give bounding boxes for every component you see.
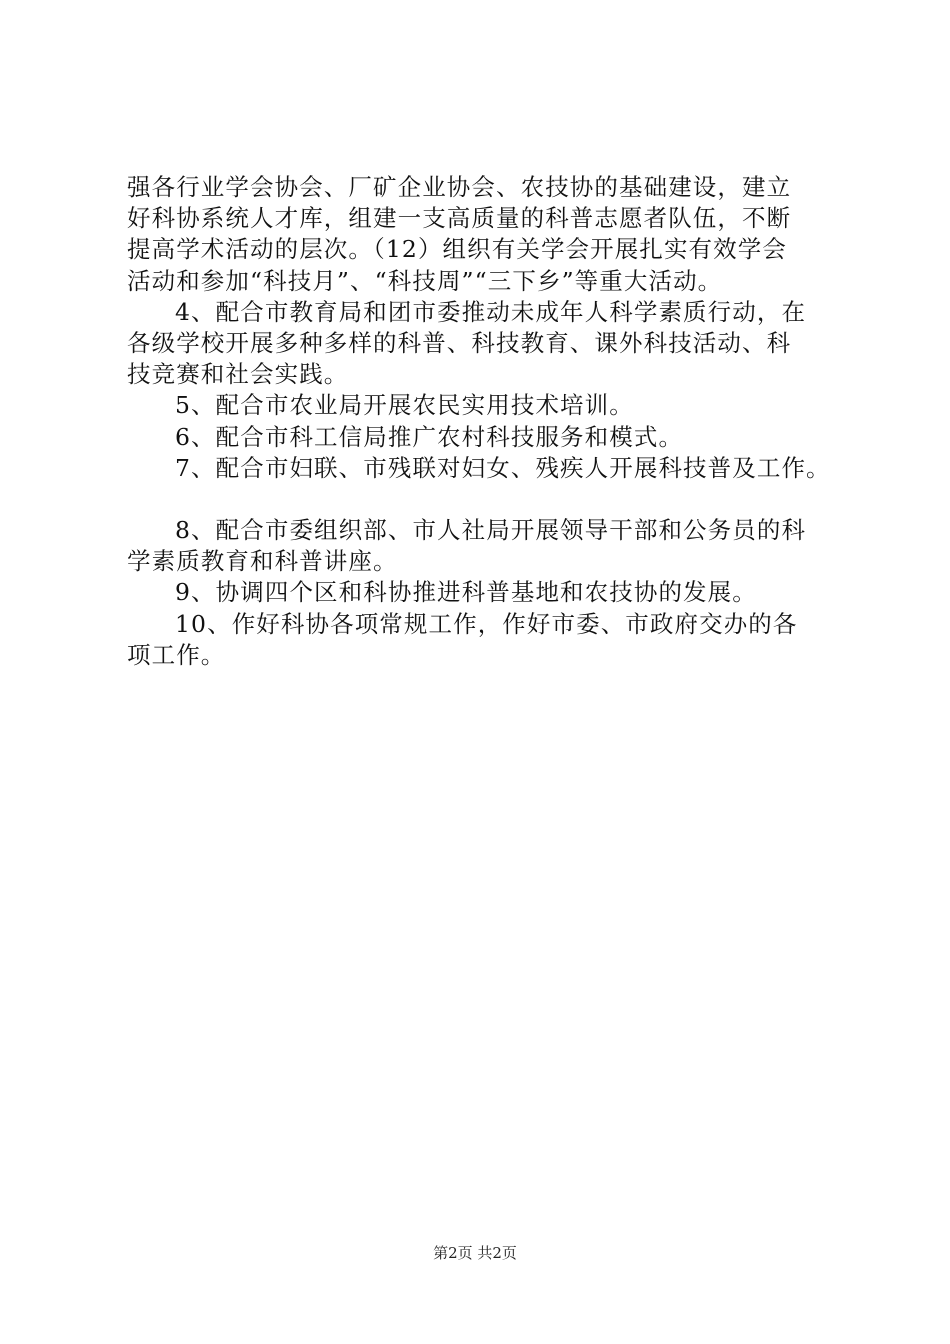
item-10-line-2: 项工作。 — [127, 640, 226, 669]
item-4-line-1: 4、配合市教育局和团市委推动未成年人科学素质行动，在 — [175, 297, 807, 326]
item-9: 9、协调四个区和科协推进科普基地和农技协的发展。 — [175, 578, 757, 607]
item-5: 5、配合市农业局开展农民实用技术培训。 — [175, 391, 634, 420]
item-4-line-3: 技竞赛和社会实践。 — [127, 360, 349, 389]
document-body — [127, 172, 847, 671]
item-10-line-1: 10、作好科协各项常规工作，作好市委、市政府交办的各 — [175, 609, 798, 638]
page-number-footer: 第2页 共2页 — [433, 1244, 517, 1262]
item-6: 6、配合市科工信局推广农村科技服务和模式。 — [175, 422, 684, 451]
paragraph-line: 提高学术活动的层次。（12）组织有关学会开展扎实有效学会 — [127, 235, 787, 264]
paragraph-line: 好科协系统人才库，组建一支高质量的科普志愿者队伍，不断 — [127, 204, 792, 233]
paragraph-gap — [127, 484, 847, 515]
paragraph-line: 活动和参加“科技月”、“科技周”“三下乡”等重大活动。 — [127, 266, 723, 295]
item-4-line-2: 各级学校开展多种多样的科普、科技教育、课外科技活动、科 — [127, 329, 792, 358]
item-8-line-1: 8、配合市委组织部、市人社局开展领导干部和公务员的科 — [175, 516, 807, 545]
item-8-line-2: 学素质教育和科普讲座。 — [127, 547, 398, 576]
paragraph-line: 强各行业学会协会、厂矿企业协会、农技协的基础建设，建立 — [127, 173, 792, 201]
item-7: 7、配合市妇联、市残联对妇女、残疾人开展科技普及工作。 — [175, 453, 831, 482]
